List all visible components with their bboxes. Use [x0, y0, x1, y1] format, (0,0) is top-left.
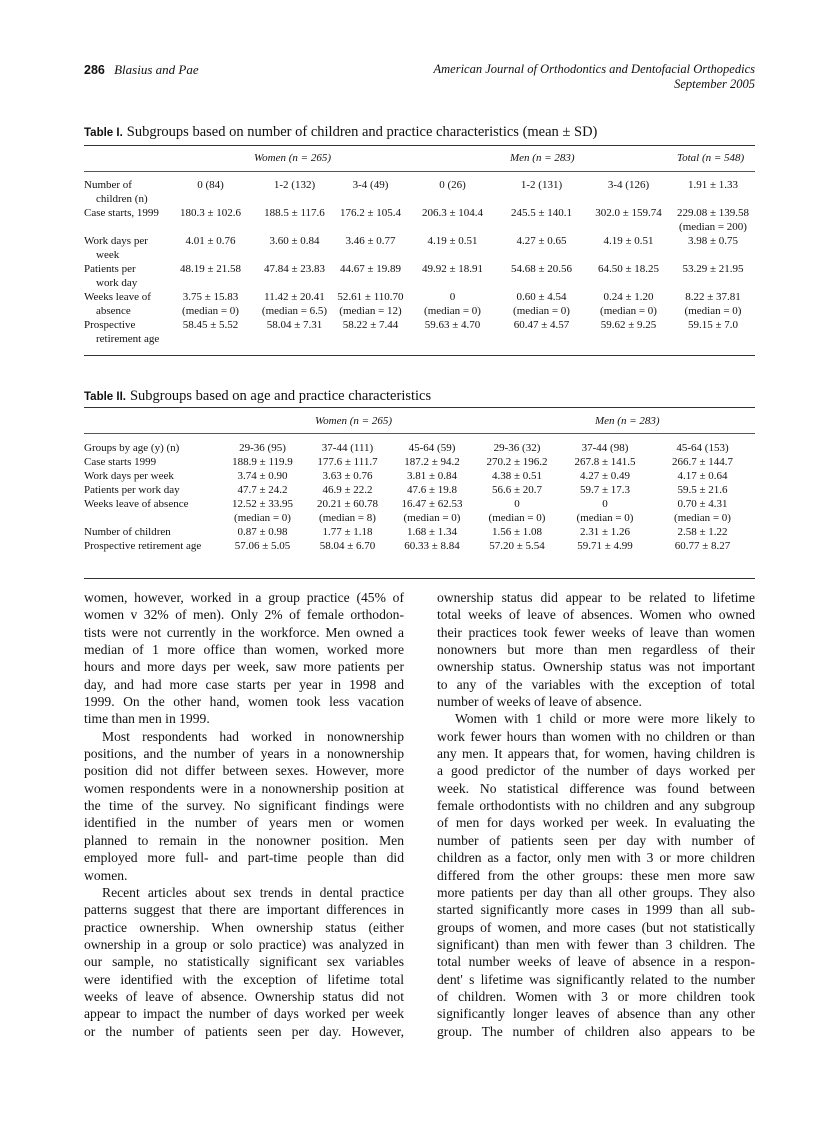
text-line: total number weeks of leave of absence in a respon-: [437, 954, 755, 970]
row-label: [84, 525, 220, 539]
table-cell: 4.19 ± 0.51: [427, 235, 478, 247]
table-cell: 45-64 (153): [676, 442, 729, 454]
row-label-text: Number of: [84, 179, 132, 191]
table-cell: 59.7 ± 17.3: [579, 484, 631, 496]
table-cell: 1-2 (131): [520, 179, 563, 191]
row-label: [84, 290, 165, 318]
text-line: women respondents were in a nonownership position at: [84, 780, 404, 796]
row-label: [84, 483, 220, 497]
text-line: or the number of patients seen per day. However,: [84, 1023, 404, 1039]
table-cell: 52.61 ± 110.70 (median = 12): [337, 291, 404, 317]
row-label: [84, 469, 220, 483]
text-line: median of 1 more office than women, worked more: [84, 642, 404, 658]
text-line: tists were not currently in the workforce. Men owned a: [84, 624, 404, 640]
table-cell: 56.6 ± 20.7: [491, 484, 543, 496]
row-label-continuation: work day: [96, 277, 138, 289]
paragraph: [437, 589, 755, 710]
row-label-text: Patients per work day: [84, 484, 180, 496]
table-cell: 187.2 ± 94.2: [404, 456, 460, 468]
table-cell: 57.20 ± 5.54: [489, 540, 545, 552]
table-row: [84, 525, 755, 539]
table-cell: 4.19 ± 0.51: [603, 235, 654, 247]
table-cell: 0 (26): [439, 179, 466, 191]
table2-group-men: Men (n = 283): [595, 415, 660, 427]
table-cell: 3-4 (126): [607, 179, 650, 191]
table-cell: 1-2 (132): [273, 179, 316, 191]
text-line: a good predictor of the number of days worked per: [437, 763, 755, 779]
table-cell: 267.8 ± 141.5: [574, 456, 636, 468]
text-line: more patients per day than all other groups. They also: [437, 884, 755, 900]
text-line: ownership in a group or solo practice) was analyzed in: [84, 936, 404, 952]
table-cell: 8.22 ± 37.81 (median = 0): [684, 291, 742, 317]
text-line: weeks of leave of absence. Ownership status did not: [84, 988, 404, 1004]
table-cell: 49.92 ± 18.91: [421, 263, 484, 275]
table1-caption: [84, 124, 597, 141]
text-line: identified in the number of years men or women: [84, 815, 404, 831]
table-cell: 245.5 ± 140.1: [510, 207, 573, 219]
text-line: their practices took fewer weeks of leave than women: [437, 624, 755, 640]
row-label: [84, 178, 165, 206]
text-line: patterns suggest that there are important differences in: [84, 902, 404, 918]
table-cell: 2.31 ± 1.26: [579, 526, 631, 538]
text-line: practice ownership. When ownership status (either: [84, 919, 404, 935]
text-line: any men. It appears that, for women, having children is: [437, 746, 755, 762]
table1-group-men: Men (n = 283): [510, 152, 575, 164]
table-row: [84, 483, 755, 497]
text-line: Recent articles about sex trends in dental practice: [102, 884, 404, 900]
table-cell: 48.19 ± 21.58: [179, 263, 242, 275]
table-cell: 60.77 ± 8.27: [674, 540, 731, 552]
paragraph: [84, 728, 404, 884]
text-line: to any of the variables with the exception of total: [437, 676, 755, 692]
table-cell: 206.3 ± 104.4: [421, 207, 484, 219]
table-row: [84, 469, 755, 483]
paragraph: [437, 710, 755, 1040]
text-line: started significantly more cases in 1999 than all sub-: [437, 902, 755, 918]
table-cell: 0.70 ± 4.31 (median = 0): [674, 498, 731, 524]
text-line: work fewer hours than women with no children or than: [437, 728, 755, 744]
table2-bottom-rule: [84, 578, 755, 579]
table-cell: 0.60 ± 4.54 (median = 0): [513, 291, 570, 317]
table-row: [84, 497, 755, 525]
table2: [84, 441, 755, 553]
table-cell: 4.27 ± 0.65: [516, 235, 567, 247]
table-cell: 4.38 ± 0.51: [491, 470, 543, 482]
row-label: [84, 497, 220, 525]
table-cell: 3.46 ± 0.77: [345, 235, 396, 247]
table-cell: 3.74 ± 0.90: [237, 470, 288, 482]
table-cell: 12.52 ± 33.95 (median = 0): [231, 498, 294, 524]
table-cell: 16.47 ± 62.53 (median = 0): [401, 498, 463, 524]
text-line: time than men in 1999.: [84, 711, 210, 727]
table-cell: 47.84 ± 23.83: [263, 263, 326, 275]
table-cell: 302.0 ± 159.74: [595, 207, 662, 219]
row-label-text: Work days per week: [84, 470, 174, 482]
table-cell: 1.77 ± 1.18: [322, 526, 373, 538]
table-cell: 177.6 ± 111.7: [317, 456, 378, 468]
text-line: were identified with the exception of lifetime total: [84, 971, 404, 987]
table1-top-rule: [84, 145, 755, 146]
table-row: [84, 455, 755, 469]
table-cell: 58.04 ± 7.31: [266, 319, 323, 331]
table-row: [84, 262, 755, 290]
table-row: [84, 234, 755, 262]
text-line: children as a factor, only men with 3 or more children: [437, 850, 755, 866]
table-cell: 58.22 ± 7.44: [342, 319, 399, 331]
journal-name: American Journal of Orthodontics and Dentofacial Orthopedics: [433, 62, 755, 76]
table1-caption-text: Subgroups based on number of children and practice characteristics (mean ± SD): [126, 124, 598, 140]
row-label-text: Prospective retirement age: [84, 540, 202, 552]
table-cell: 0.87 ± 0.98: [237, 526, 288, 538]
table1: [84, 178, 755, 346]
table-cell: 180.3 ± 102.6: [179, 207, 242, 219]
text-line: week. No statistical difference was found between: [437, 780, 755, 796]
table-row: [84, 206, 755, 234]
row-label: [84, 455, 220, 469]
table1-label: Table I.: [84, 127, 123, 139]
text-line: total weeks of leave of absences. Women who owned: [437, 607, 755, 623]
text-line: Most respondents had worked in nonownership: [102, 728, 404, 744]
table1-group-total: Total (n = 548): [677, 152, 745, 164]
table-cell: 37-44 (111): [321, 442, 374, 454]
table-cell: 53.29 ± 21.95: [682, 263, 744, 275]
table2-group-women: Women (n = 265): [315, 415, 392, 427]
table-cell: 270.2 ± 196.2: [486, 456, 548, 468]
text-line: our sample, no statistically significant sex variables: [84, 954, 404, 970]
table-cell: 3.81 ± 0.84: [406, 470, 458, 482]
text-line: women, however, worked in a group practice (45% of: [84, 590, 404, 605]
table-cell: 59.63 ± 4.70: [424, 319, 481, 331]
text-line: dent' s lifetime was significantly related to the number: [437, 971, 755, 987]
table-cell: 60.33 ± 8.84: [404, 540, 460, 552]
text-line: planned to remain in the nonowner position. Men: [84, 832, 404, 848]
text-line: differed from the other groups: these men more saw: [437, 867, 755, 883]
table-cell: 4.17 ± 0.64: [677, 470, 728, 482]
text-line: number of weeks of leave of absence.: [437, 694, 642, 710]
table-cell: 266.7 ± 144.7: [671, 456, 734, 468]
text-line: positions, and the number of years in a nonownership: [84, 746, 404, 762]
running-authors: Blasius and Pae: [114, 62, 199, 77]
running-header-left: [84, 62, 199, 78]
table-cell: 3.63 ± 0.76: [322, 470, 373, 482]
text-line: 1999. On the other hand, women took less vacation: [84, 694, 404, 710]
table-cell: 1.56 ± 1.08: [491, 526, 543, 538]
table-cell: 188.9 ± 119.9: [232, 456, 293, 468]
row-label-text: Weeks leave of: [84, 291, 151, 303]
text-line: position did not differ between sexes. However, more: [84, 763, 404, 779]
row-label-continuation: week: [96, 249, 120, 261]
text-line: number of patients seen per day with number of: [437, 832, 755, 848]
row-label: [84, 318, 165, 346]
table-cell: 59.5 ± 21.6: [677, 484, 728, 496]
table-cell: 59.62 ± 9.25: [600, 319, 657, 331]
table-cell: 176.2 ± 105.4: [339, 207, 402, 219]
text-line: significantly longer leaves of absence than any other: [437, 1006, 755, 1022]
table-row: [84, 318, 755, 346]
body-column-left: [84, 589, 404, 1040]
row-label-text: Number of children: [84, 526, 171, 538]
table-cell: 3.60 ± 0.84: [269, 235, 320, 247]
text-line: nonowners but more than men regardless of their: [437, 642, 755, 658]
table1-header-rule: [84, 171, 755, 172]
table-cell: 1.91 ± 1.33: [687, 179, 739, 191]
table-cell: 3.98 ± 0.75: [687, 235, 739, 247]
table2-caption-text: Subgroups based on age and practice characteristics: [129, 388, 432, 404]
table-cell: 0 (median = 0): [488, 498, 546, 524]
table-cell: 59.15 ± 7.0: [687, 319, 739, 331]
text-line: hours and more days per week, saw more patients per: [84, 659, 404, 675]
issue-date: September 2005: [674, 77, 755, 91]
table-cell: 1.68 ± 1.34: [406, 526, 458, 538]
row-label-continuation: retirement age: [96, 333, 160, 345]
table-cell: 37-44 (98): [581, 442, 629, 454]
table-cell: 0 (median = 0): [424, 291, 481, 317]
row-label-text: Weeks leave of absence: [84, 498, 189, 510]
table-cell: 45-64 (59): [408, 442, 456, 454]
row-label: [84, 234, 165, 262]
row-label-text: Work days per: [84, 235, 148, 247]
table-cell: 3.75 ± 15.83 (median = 0): [182, 291, 239, 317]
row-label: [84, 441, 220, 455]
text-line: of men for days worked per week. In evaluating the: [437, 815, 755, 831]
row-label-text: Patients per: [84, 263, 136, 275]
table-cell: 64.50 ± 18.25: [597, 263, 660, 275]
table-cell: 60.47 ± 4.57: [513, 319, 570, 331]
table2-label: Table II.: [84, 391, 126, 403]
table-cell: 29-36 (32): [493, 442, 541, 454]
table-cell: 0 (84): [197, 179, 224, 191]
row-label-text: Groups by age (y) (n): [84, 442, 180, 454]
table-cell: 20.21 ± 60.78 (median = 8): [316, 498, 379, 524]
text-line: ownership status. Ownership status was not important: [437, 659, 755, 675]
table-row: [84, 290, 755, 318]
text-line: Women with 1 child or more were more likely to: [455, 711, 755, 727]
paragraph: [84, 884, 404, 1040]
text-line: women.: [84, 867, 128, 883]
row-label: [84, 262, 165, 290]
text-line: group. The number of children also appears to be: [437, 1023, 755, 1039]
table-cell: 46.9 ± 22.2: [322, 484, 373, 496]
row-label-text: Prospective: [84, 319, 136, 331]
row-label-text: Case starts, 1999: [84, 207, 159, 219]
text-line: groups of women, and more cases (but not statistically: [437, 919, 755, 935]
table-row: [84, 178, 755, 206]
table-cell: 58.45 ± 5.52: [182, 319, 239, 331]
table2-header-rule: [84, 433, 755, 434]
table-cell: 4.27 ± 0.49: [579, 470, 631, 482]
body-column-right: [437, 589, 755, 1040]
table-row: [84, 441, 755, 455]
table-cell: 47.6 ± 19.8: [406, 484, 458, 496]
row-label: [84, 539, 220, 553]
row-label-continuation: absence: [96, 305, 131, 317]
text-line: employed more full- and part-time people than did: [84, 850, 404, 866]
page-number: 286: [84, 63, 105, 77]
text-line: ownership status did appear to be related to lifetime: [437, 590, 755, 605]
text-line: significant) than men with fewer than 3 children. The: [437, 936, 755, 952]
table-cell: 57.06 ± 5.05: [234, 540, 291, 552]
table-cell: 3-4 (49): [352, 179, 389, 191]
table-cell: 4.01 ± 0.76: [185, 235, 236, 247]
table1-group-women: Women (n = 265): [254, 152, 331, 164]
text-line: appear to impact the number of days worked per week: [84, 1006, 404, 1022]
table1-bottom-rule: [84, 355, 755, 356]
row-label-continuation: children (n): [96, 193, 148, 205]
table2-top-rule: [84, 407, 755, 408]
table-cell: 188.5 ± 117.6: [264, 207, 325, 219]
table-cell: 29-36 (95): [239, 442, 286, 454]
table-cell: 11.42 ± 20.41 (median = 6.5): [261, 291, 328, 317]
text-line: of children. Women with 3 or more children took: [437, 988, 755, 1004]
table-row: [84, 539, 755, 553]
text-line: the time of the survey. No significant findings were: [84, 798, 404, 814]
table-cell: 229.08 ± 139.58 (median = 200): [676, 207, 750, 233]
table-cell: 59.71 ± 4.99: [577, 540, 633, 552]
row-label: [84, 206, 165, 234]
table-cell: 0.24 ± 1.20 (median = 0): [600, 291, 657, 317]
text-line: female orthodontists with no children and any subgroup: [437, 798, 755, 814]
table2-caption: [84, 388, 431, 405]
table-cell: 2.58 ± 1.22: [677, 526, 728, 538]
table-cell: 54.68 ± 20.56: [510, 263, 573, 275]
text-line: women v 32% of men). Only 2% of female orthodon-: [84, 607, 404, 623]
text-line: day, and had more case starts per year in 1998 and: [84, 676, 404, 692]
table-cell: 44.67 ± 19.89: [339, 263, 402, 275]
paragraph: [84, 589, 404, 728]
row-label-text: Case starts 1999: [84, 456, 157, 468]
table-cell: 47.7 ± 24.2: [237, 484, 288, 496]
table-cell: 58.04 ± 6.70: [319, 540, 376, 552]
running-header-right: [434, 62, 756, 92]
table-cell: 0 (median = 0): [576, 498, 634, 524]
